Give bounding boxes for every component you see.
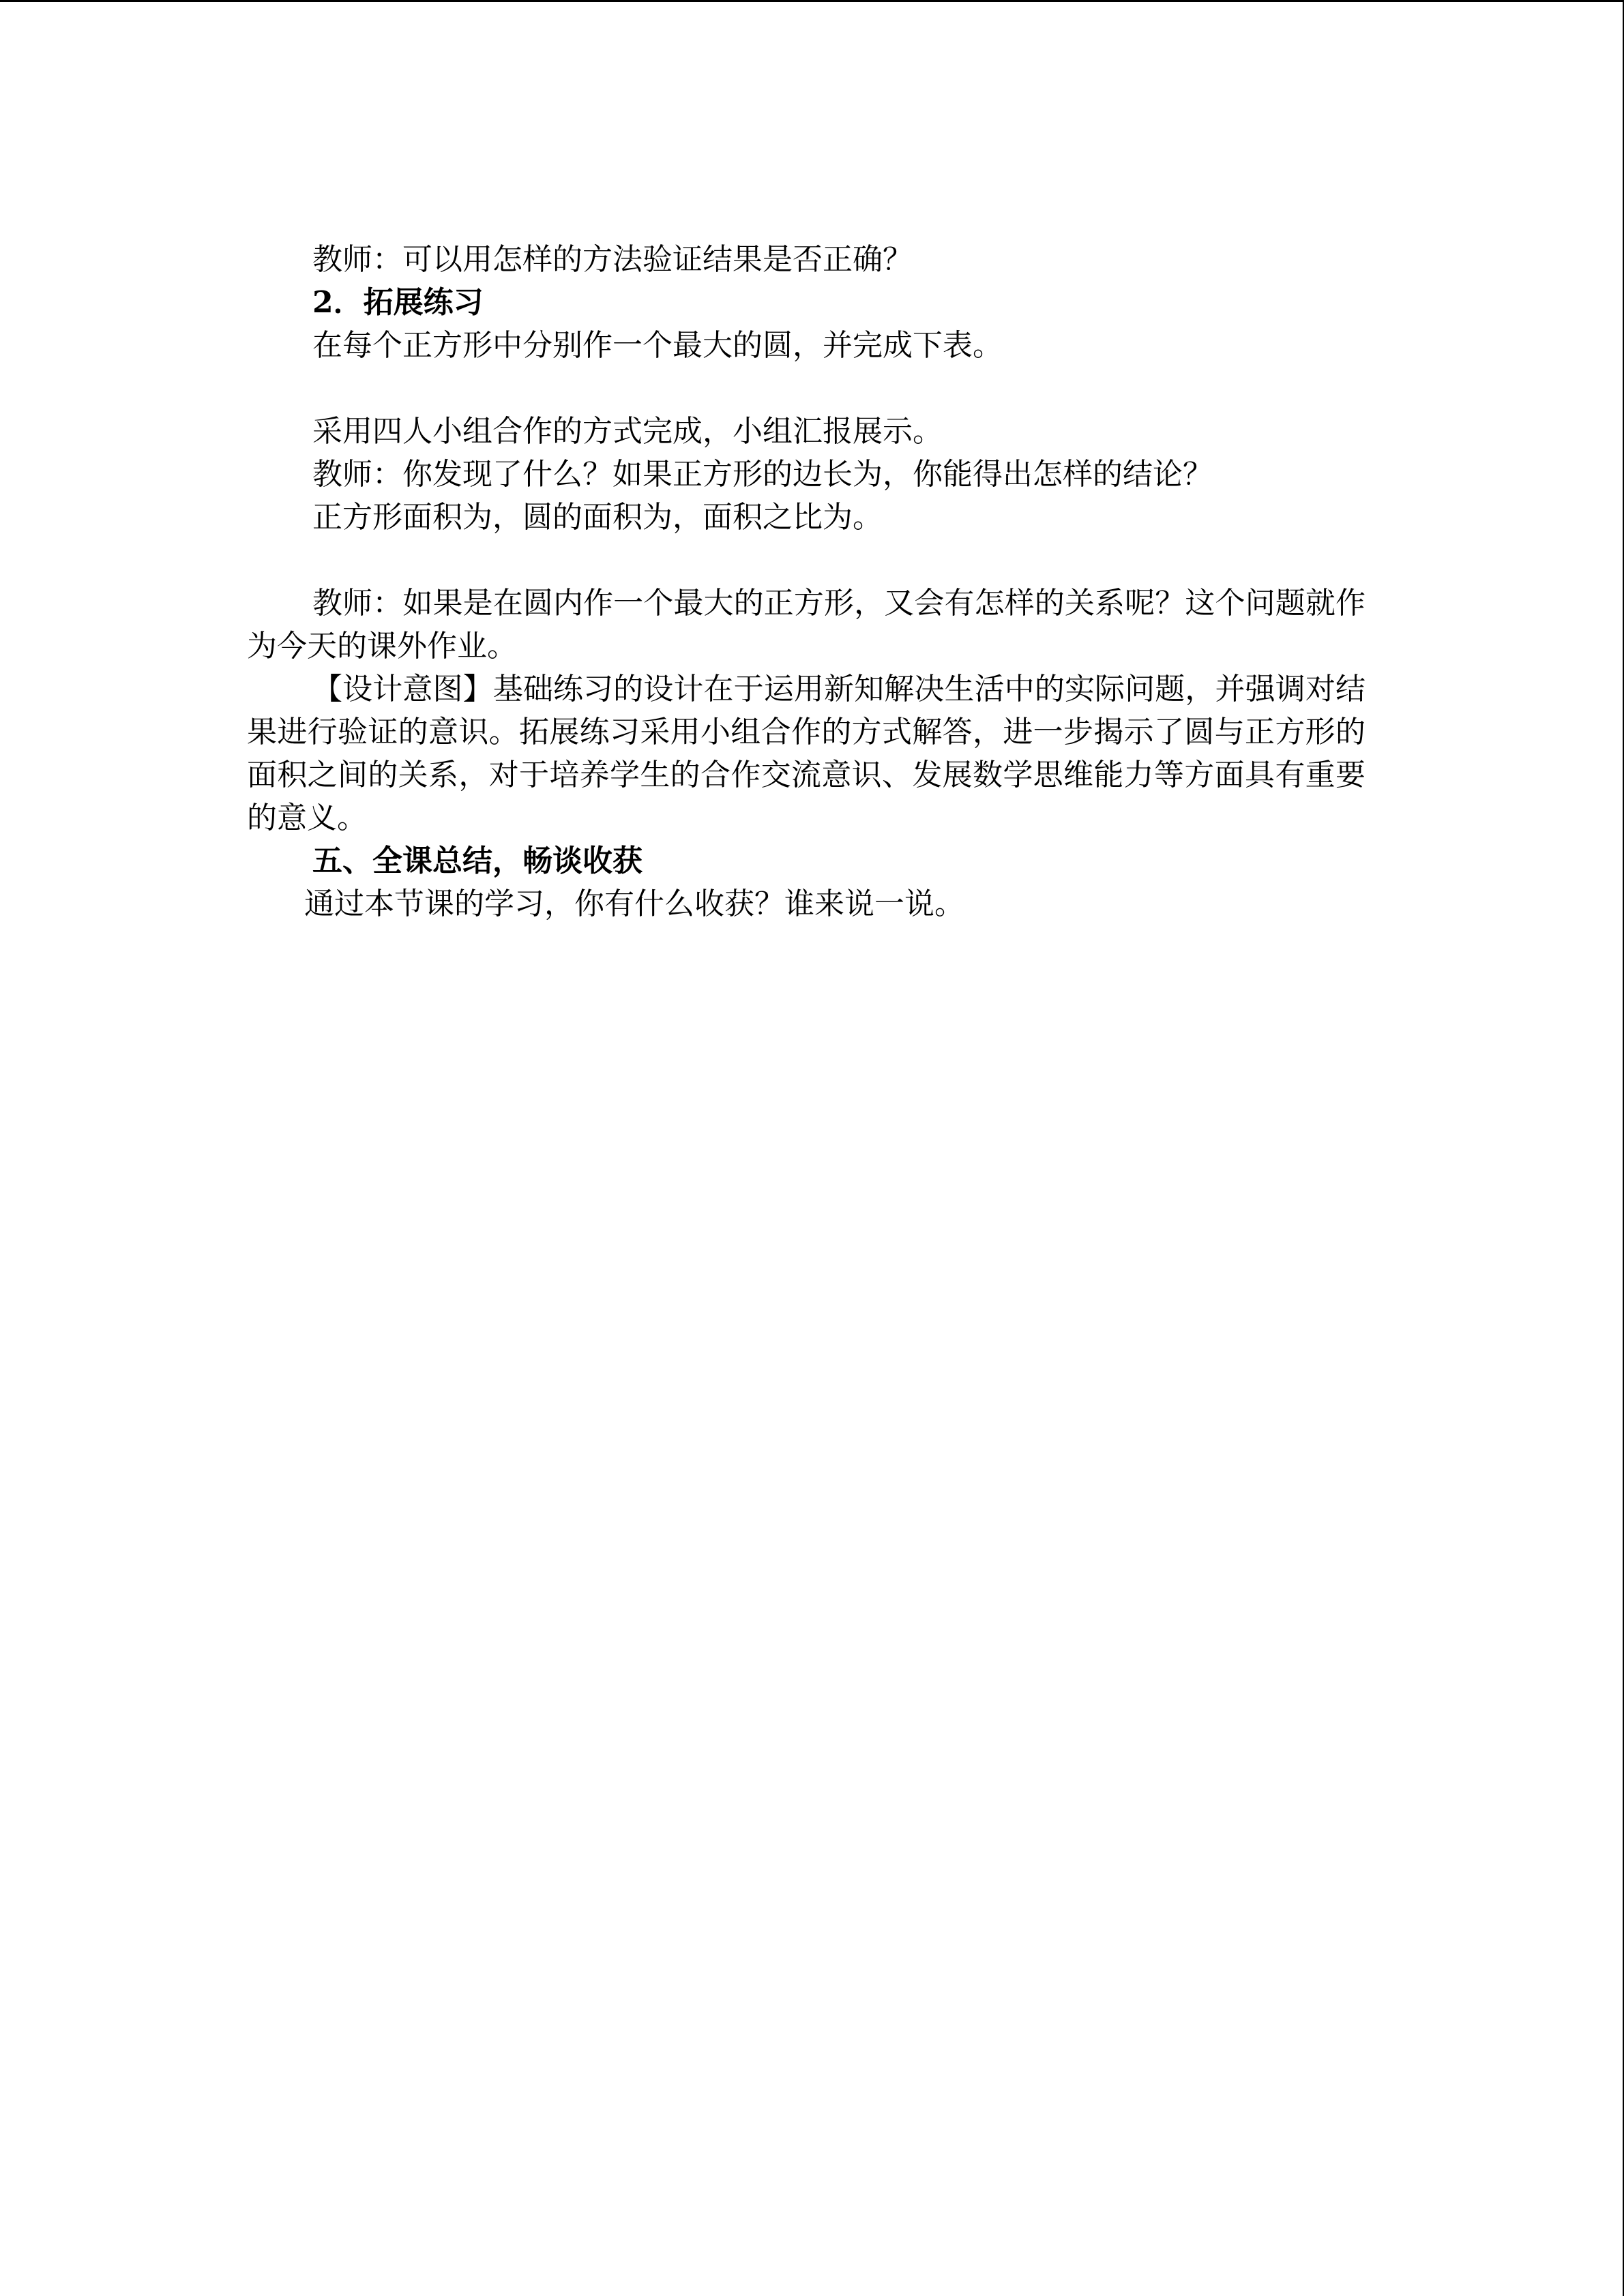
- paragraph-area-ratio: 正方形面积为，圆的面积为，面积之比为。: [312, 500, 883, 535]
- document-body: [247, 238, 1365, 925]
- blank-line: [247, 539, 1365, 582]
- paragraph-summary-question: 通过本节课的学习，你有什么收获？谁来说一说。: [304, 886, 964, 921]
- design-intent-paragraph: 【设计意图】基础练习的设计在于运用新知解决生活中的实际问题，并强调对结果进行验证的意识。拓展练习采用小组合作的方式解答，进一步揭示了圆与正方形的面积之间的关系，对于培养学生的合作交流意识、发展数学思维能力等方面具有重要的意义。: [247, 672, 1365, 835]
- section-heading-extension-practice: 2．拓展练习: [312, 285, 484, 320]
- paragraph-group-work: 采用四人小组合作的方式完成，小组汇报展示。: [312, 414, 943, 449]
- teacher-question-discovery: 教师：你发现了什么？如果正方形的边长为，你能得出怎样的结论？: [312, 457, 1213, 492]
- teacher-question-verify: 教师：可以用怎样的方法验证结果是否正确？: [312, 242, 913, 277]
- paragraph-draw-circles: 在每个正方形中分别作一个最大的圆，并完成下表。: [312, 328, 1003, 363]
- section-heading-summary: 五、全课总结，畅谈收获: [312, 844, 643, 878]
- teacher-question-homework: 教师：如果是在圆内作一个最大的正方形，又会有怎样的关系呢？这个问题就作为今天的课外作业。: [247, 586, 1365, 664]
- blank-line: [247, 367, 1365, 410]
